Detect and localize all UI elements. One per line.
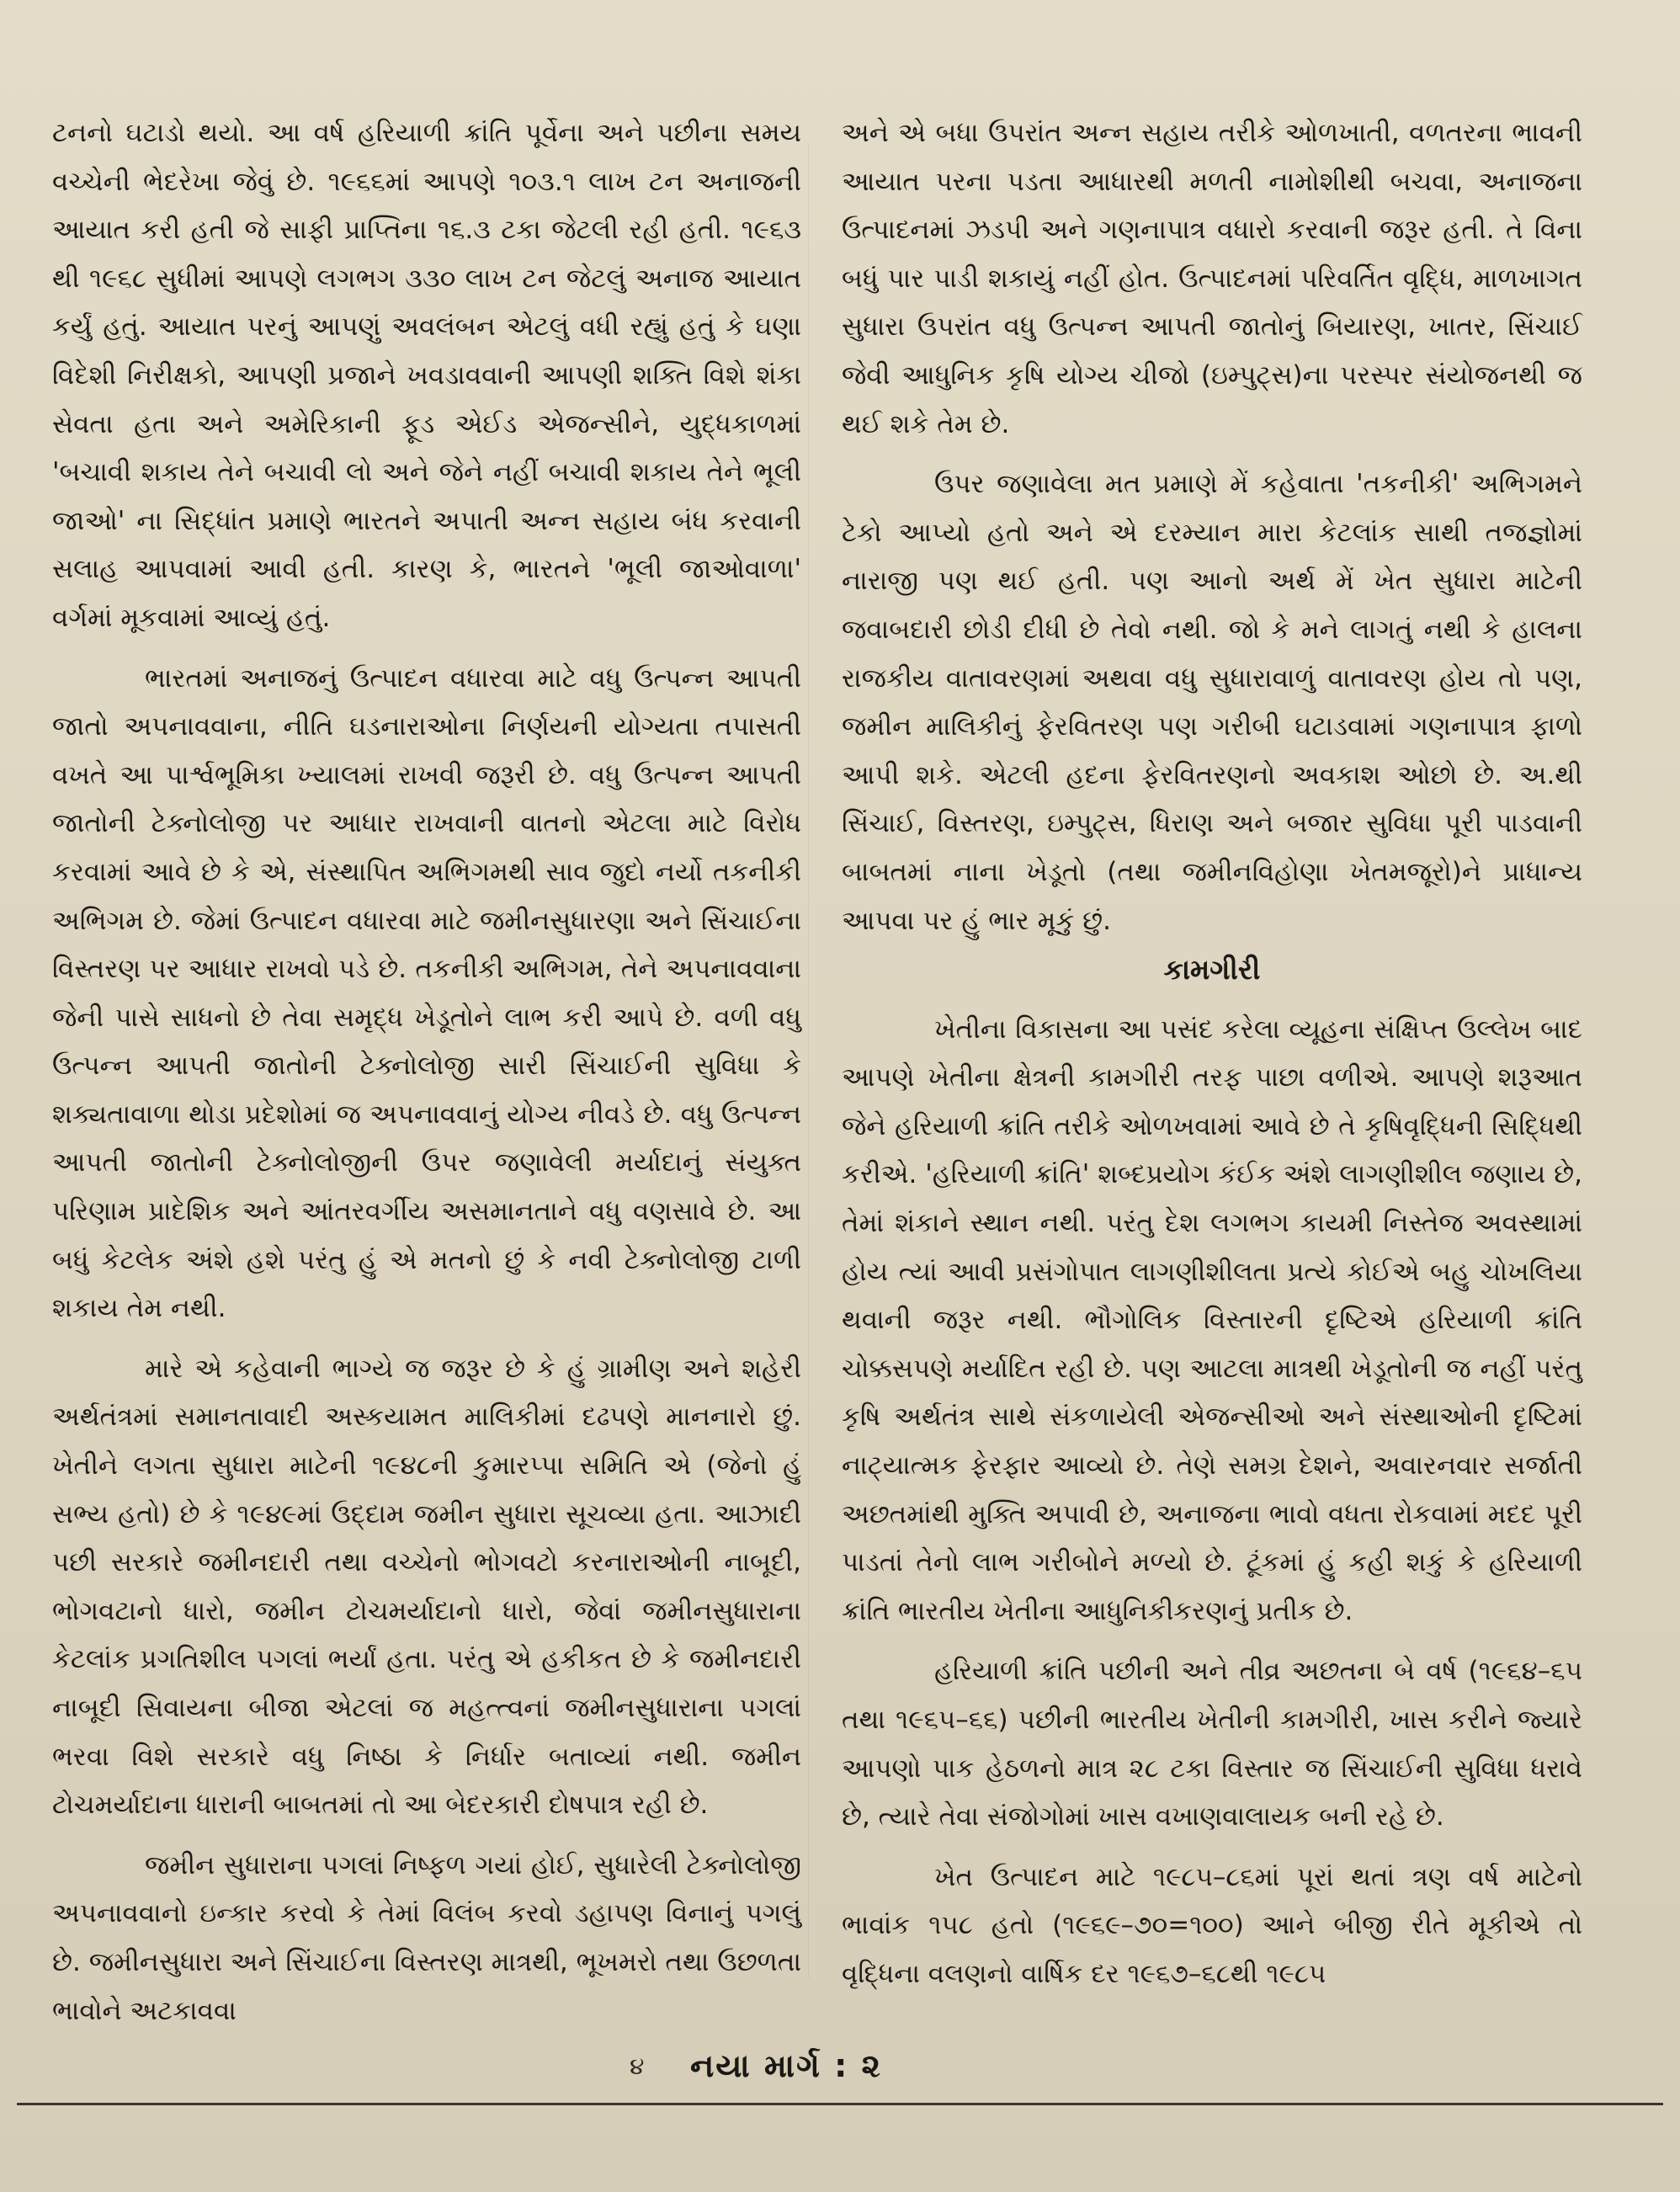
left-paragraph-1: ટનનો ઘટાડો થયો. આ વર્ષ હરિયાળી ક્રાંતિ પૂર્વેના અને પછીના સમય વચ્ચેની ભેદરેખા જેવું છે. ૧૯૬૬માં આપણે ૧૦૩.૧ લાખ ટન અનાજની આયાત કરી હતી જે સાફી પ્રાપ્તિના ૧૬.૩ ટકા જેટલી રહી હતી. ૧૯૬૩ થી ૧૯૬૮ સુધીમાં આપણે લગભગ ૩૩૦ લાખ ટન જેટલું અનાજ આયાત કર્યું હતું. આયાત પરનું આપણું અવલંબન એટલું વધી રહ્યું હતું કે ઘણા વિદેશી નિરીક્ષકો, આપણી પ્રજાને ખવડાવવાની આપણી શક્તિ વિશે શંકા સેવતા હતા અને અમેરિકાની ફૂડ એઈડ એજન્સીને, યુદ્ધકાળમાં 'બચાવી શકાય તેને બચાવી લો અને જેને નહીં બચાવી શકાય તેને ભૂલી જાઓ' ના સિદ્ધાંત પ્રમાણે ભારતને અપાતી અન્ન સહાય બંધ કરવાની સલાહ આપવામાં આવી હતી. કારણ કે, ભારતને 'ભૂલી જાઓવાળા' વર્ગમાં મૂકવામાં આવ્યું હતું. — [52, 118, 801, 633]
left-paragraph-2: ભારતમાં અનાજનું ઉત્પાદન વધારવા માટે વધુ ઉત્પન્ન આપતી જાતો અપનાવવાના, નીતિ ઘડનારાઓના નિર્ણયની યોગ્યતા તપાસતી વખતે આ પાર્શ્વભૂમિકા ખ્યાલમાં રાખવી જરૂરી છે. વધુ ઉત્પન્ન આપતી જાતોની ટેક્નોલોજી પર આધાર રાખવાની વાતનો એટલા માટે વિરોધ કરવામાં આવે છે કે એ, સંસ્થાપિત અભિગમથી સાવ જુદો નર્યો તકનીકી અભિગમ છે. જેમાં ઉત્પાદન વધારવા માટે જમીનસુધારણા અને સિંચાઈના વિસ્તરણ પર આધાર રાખવો પડે છે. તકનીકી અભિગમ, તેને અપનાવવાના જેની પાસે સાધનો છે તેવા સમૃદ્ધ ખેડૂતોને લાભ કરી આપે છે. વળી વધુ ઉત્પન્ન આપતી જાતોની ટેક્નોલોજી સારી સિંચાઈની સુવિધા કે શક્યતાવાળા થોડા પ્રદેશોમાં જ અપનાવવાનું યોગ્ય નીવડે છે. વધુ ઉત્પન્ન આપતી જાતોની ટેક્નોલોજીની ઉપર જણાવેલી મર્યાદાનું સંયુક્ત પરિણામ પ્રાદેશિક અને આંતરવર્ગીય અસમાનતાને વધુ વણસાવે છે. આ બધું કેટલેક અંશે હશે પરંતુ હું એ મતનો છું કે નવી ટેક્નોલોજી ટાળી શકાય તેમ નથી. — [52, 662, 801, 1324]
right-paragraph-2: ઉપર જણાવેલા મત પ્રમાણે મેં કહેવાતા 'તકનીકી' અભિગમને ટેકો આપ્યો હતો અને એ દરમ્યાન મારા કેટલાંક સાથી તજજ્ઞોમાં નારાજી પણ થઈ હતી. પણ આનો અર્થ મેં ખેત સુધારા માટેની જવાબદારી છોડી દીધી છે તેવો નથી. જો કે મને લાગતું નથી કે હાલના રાજકીય વાતાવરણમાં અથવા વધુ સુધારાવાળું વાતાવરણ હોય તો પણ, જમીન માલિકીનું ફેરવિતરણ પણ ગરીબી ઘટાડવામાં ગણનાપાત્ર ફાળો આપી શકે. એટલી હદના ફેરવિતરણનો અવકાશ ઓછો છે. અ.થી સિંચાઈ, વિસ્તરણ, ઇમ્પુટ્સ, ધિરાણ અને બજાર સુવિધા પૂરી પાડવાની બાબતમાં નાના ખેડૂતો (તથા જમીનવિહોણા ખેતમજૂરો)ને પ્રાધાન્ય આપવા પર હું ભાર મૂકું છું. — [842, 469, 1582, 936]
right-paragraph-1: અને એ બધા ઉપરાંત અન્ન સહાય તરીકે ઓળખાતી, વળતરના ભાવની આયાત પરના પડતા આધારથી મળતી નામોશીથી બચવા, અનાજના ઉત્પાદનમાં ઝડપી અને ગણનાપાત્ર વધારો કરવાની જરૂર હતી. તે વિના બધું પાર પાડી શકાયું નહીં હોત. ઉત્પાદનમાં પરિવર્તિત વૃદ્ધિ, માળખાગત સુધારા ઉપરાંત વધુ ઉત્પન્ન આપતી જાતોનું બિયારણ, ખાતર, સિંચાઈ જેવી આધુનિક કૃષિ યોગ્ય ચીજો (ઇમ્પુટ્સ)ના પરસ્પર સંયોજનથી જ થઈ શકે તેમ છે. — [842, 118, 1582, 439]
left-column — [52, 109, 801, 2035]
footer-rule — [17, 2103, 1663, 2105]
magazine-title: નયા માર્ગ : ૨ — [690, 2047, 882, 2084]
left-paragraph-3: મારે એ કહેવાની ભાગ્યે જ જરૂર છે કે હું ગ્રામીણ અને શહેરી અર્થતંત્રમાં સમાનતાવાદી અસ્કયામત માલિકીમાં દઢપણે માનનારો છું. ખેતીને લગતા સુધારા માટેની ૧૯૪૮ની કુમારપ્પા સમિતિ એ (જેનો હું સભ્ય હતો) છે કે ૧૯૪૯માં ઉદ્દામ જમીન સુધારા સૂચવ્યા હતા. આઝાદી પછી સરકારે જમીનદારી તથા વચ્ચેનો ભોગવટો કરનારાઓની નાબૂદી, ભોગવટાનો ધારો, જમીન ટોચમર્યાદાનો ધારો, જેવાં જમીનસુધારાના કેટલાંક પ્રગતિશીલ પગલાં ભર્યાં હતા. પરંતુ એ હકીકત છે કે જમીનદારી નાબૂદી સિવાયના બીજા એટલાં જ મહત્ત્વનાં જમીનસુધારાના પગલાં ભરવા વિશે સરકારે વધુ નિષ્ઠા કે નિર્ધાર બતાવ્યાં નથી. જમીન ટોચમર્યાદાના ધારાની બાબતમાં તો આ બેદરકારી દોષપાત્ર રહી છે. — [52, 1353, 801, 1821]
right-column — [842, 109, 1582, 1999]
column-divider — [808, 143, 809, 1978]
page-number: ૪ — [630, 2052, 645, 2080]
left-paragraph-4: જમીન સુધારાના પગલાં નિષ્ફળ ગયાં હોઈ, સુધારેલી ટેક્નોલોજી અપનાવવાનો ઇન્કાર કરવો કે તેમાં વિલંબ કરવો ડહાપણ વિનાનું પગલું છે. જમીનસુધારા અને સિંચાઈના વિસ્તરણ માત્રથી, ભૂખમરો તથા ઉછળતા ભાવોને અટકાવવા — [52, 1849, 801, 2026]
page-footer — [0, 2029, 1680, 2104]
section-heading: કામગીરી — [1163, 953, 1261, 987]
right-paragraph-3: ખેતીના વિકાસના આ પસંદ કરેલા વ્યૂહના સંક્ષિપ્ત ઉલ્લેખ બાદ આપણે ખેતીના ક્ષેત્રની કામગીરી તરફ પાછા વળીએ. આપણે શરૂઆત જેને હરિયાળી ક્રાંતિ તરીકે ઓળખવામાં આવે છે તે કૃષિવૃદ્ધિની સિદ્ધિથી કરીએ. 'હરિયાળી ક્રાંતિ' શબ્દપ્રયોગ કંઈક અંશે લાગણીશીલ જણાય છે, તેમાં શંકાને સ્થાન નથી. પરંતુ દેશ લગભગ કાયમી નિસ્તેજ અવસ્થામાં હોય ત્યાં આવી પ્રસંગોપાત લાગણીશીલતા પ્રત્યે કોઈએ બહુ ચોખલિયા થવાની જરૂર નથી. ભૌગોલિક વિસ્તારની દૃષ્ટિએ હરિયાળી ક્રાંતિ ચોક્કસપણે મર્યાદિત રહી છે. પણ આટલા માત્રથી ખેડૂતોની જ નહીં પરંતુ કૃષિ અર્થતંત્ર સાથે સંકળાયેલી એજન્સીઓ અને સંસ્થાઓની દૃષ્ટિમાં નાટ્યાત્મક ફેરફાર આવ્યો છે. તેણે સમગ્ર દેશને, અવારનવાર સર્જાતી અછતમાંથી મુક્તિ અપાવી છે, અનાજના ભાવો વધતા રોકવામાં મદદ પૂરી પાડતાં તેનો લાભ ગરીબોને મળ્યો છે. ટૂંકમાં હું કહી શકું કે હરિયાળી ક્રાંતિ ભારતીય ખેતીના આધુનિકીકરણનું પ્રતીક છે. — [842, 1014, 1582, 1626]
right-paragraph-4: હરિયાળી ક્રાંતિ પછીની અને તીવ્ર અછતના બે વર્ષ (૧૯૬૪–૬૫ તથા ૧૯૬૫–૬૬) પછીની ભારતીય ખેતીની કામગીરી, ખાસ કરીને જ્યારે આપણો પાક હેઠળનો માત્ર ૨૮ ટકા વિસ્તાર જ સિંચાઈની સુવિધા ધરાવે છે, ત્યારે તેવા સંજોગોમાં ખાસ વખાણવાલાયક બની રહે છે. — [842, 1656, 1582, 1833]
right-paragraph-5: ખેત ઉત્પાદન માટે ૧૯૮૫–૮૬માં પૂરાં થતાં ત્રણ વર્ષ માટેનો ભાવાંક ૧૫૮ હતો (૧૯૬૯–૭૦=૧૦૦) આને બીજી રીતે મૂકીએ તો વૃદ્ધિના વલણનો વાર્ષિક દર ૧૯૬૭–૬૮થી ૧૯૮૫ — [842, 1861, 1582, 1989]
